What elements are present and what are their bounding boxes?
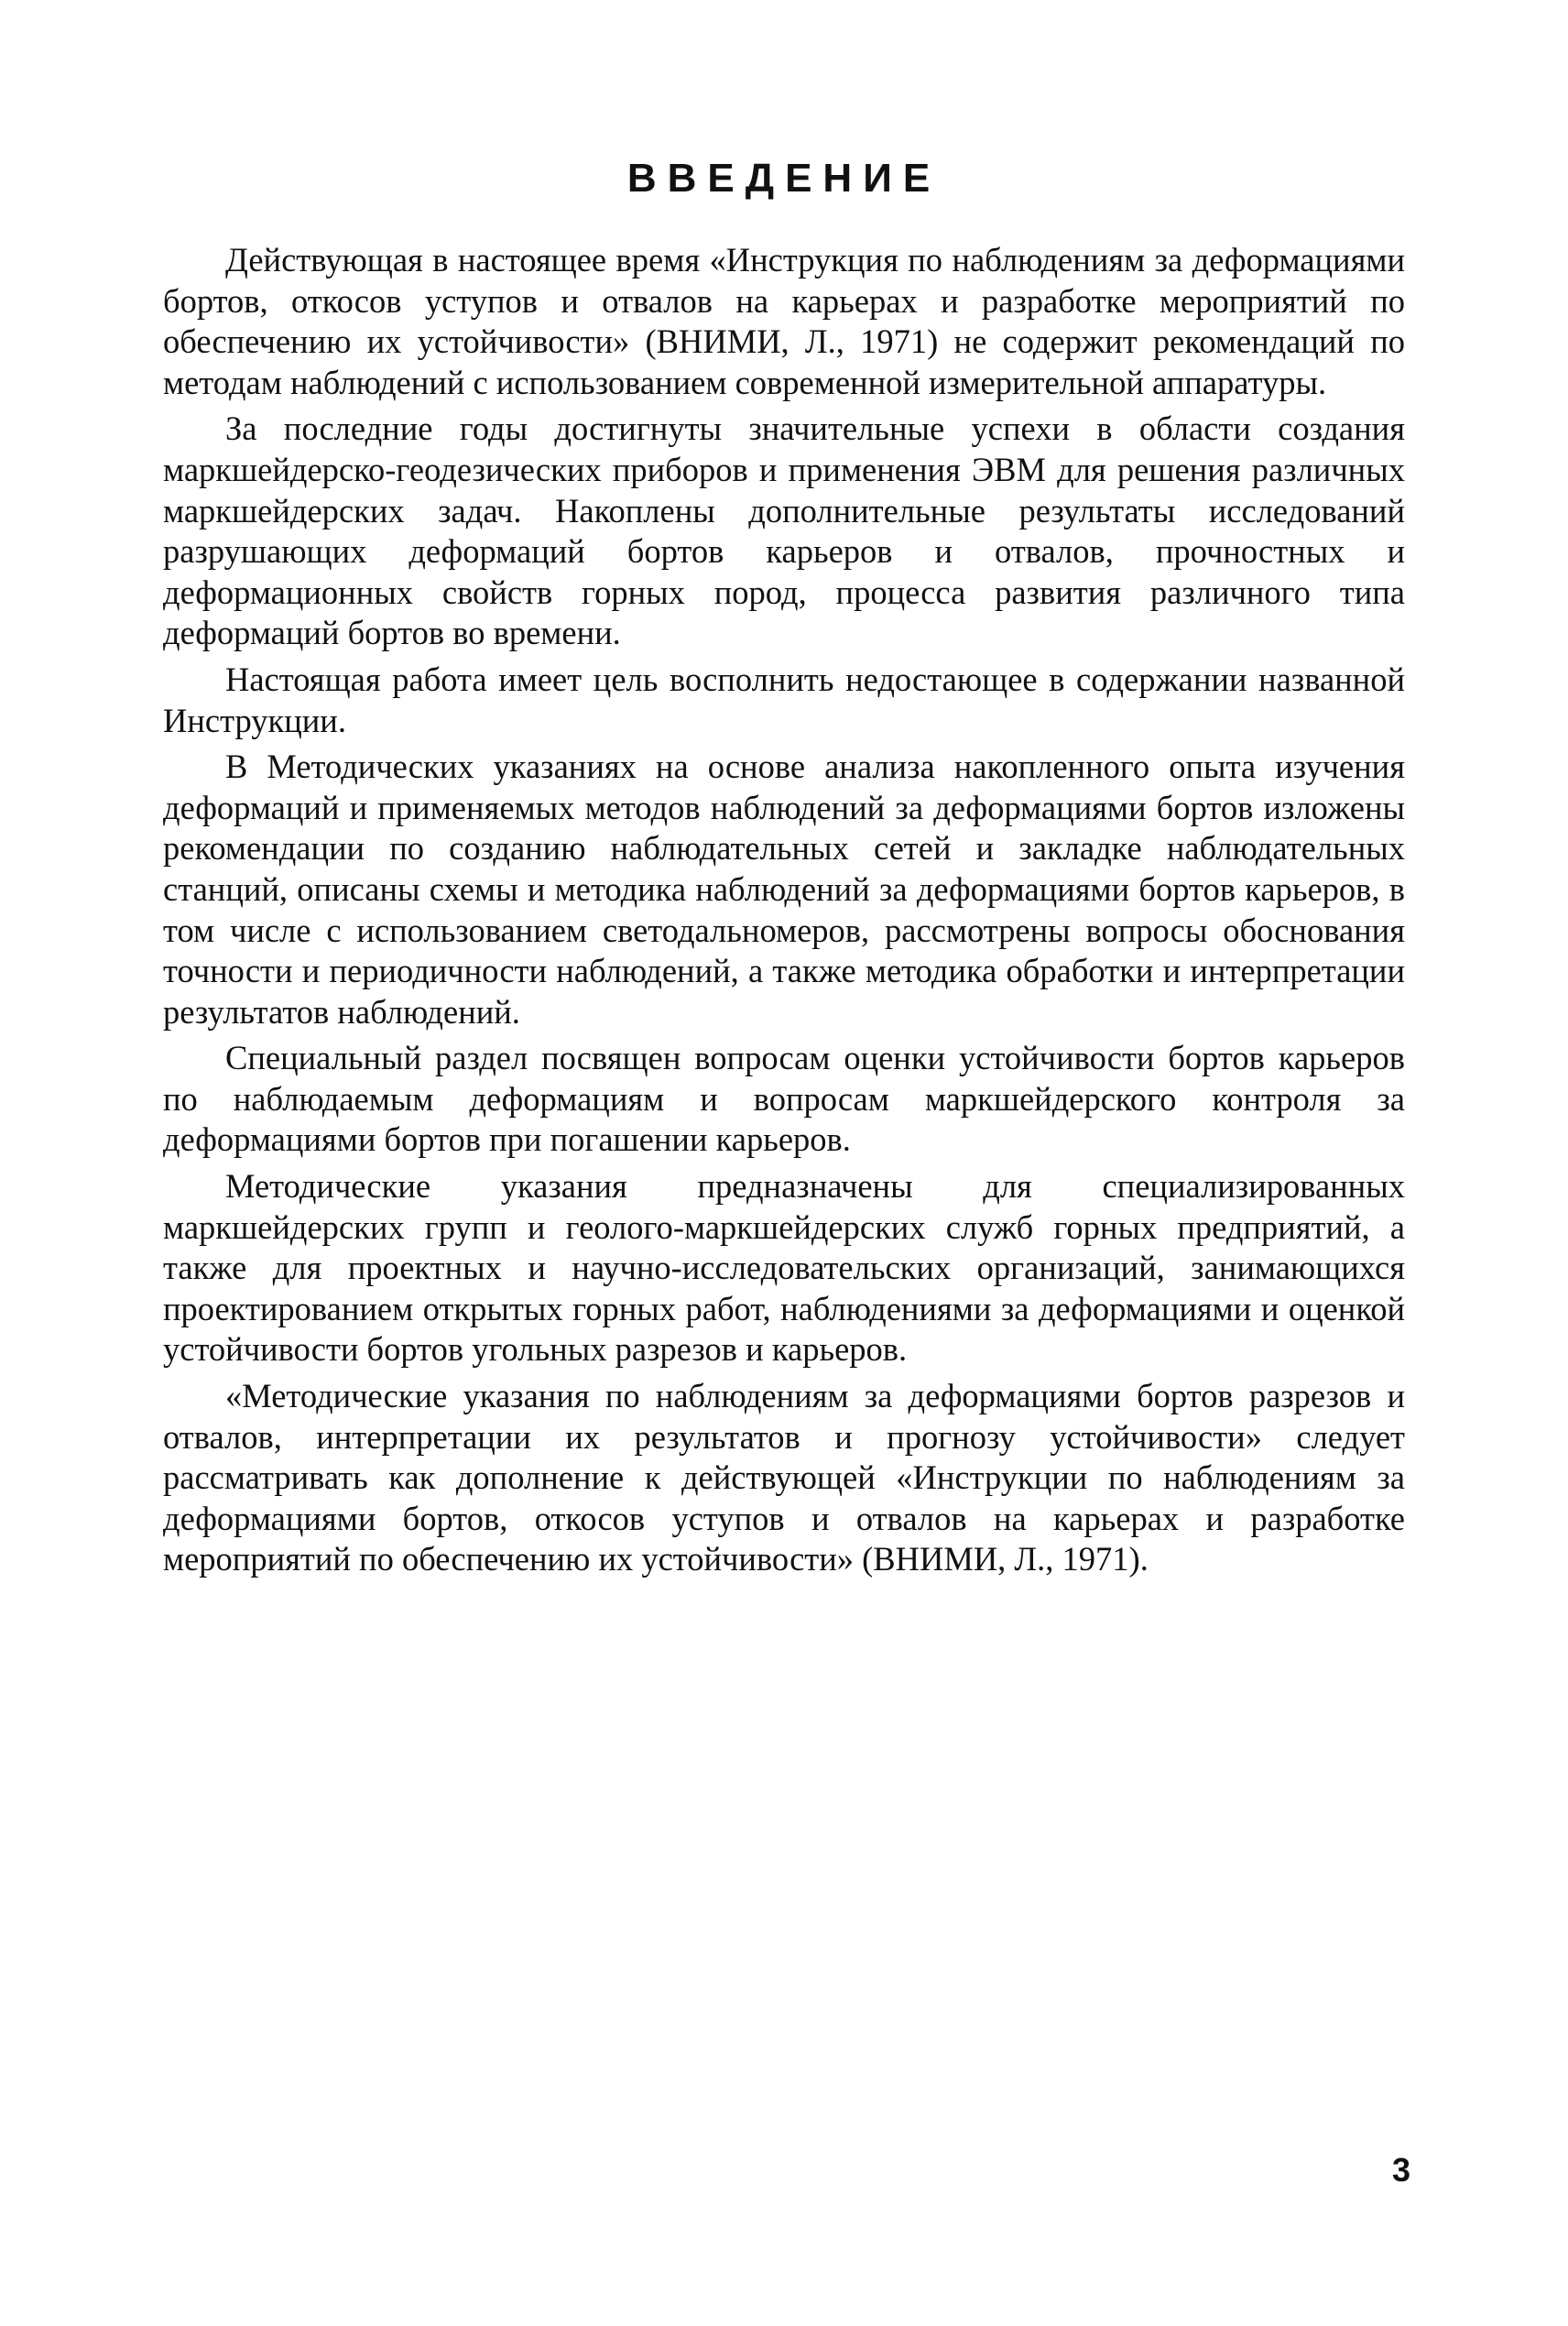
paragraph-4: В Методических указаниях на основе анализа накопленного опыта изучения деформаций и применяемых методов наблюдений за деформациями бортов изложены рекомендации по созданию наблюдательных сетей и закладке наблюдательных станций, описаны схемы и методика наблюдений за деформациями бортов карьеров, в том числе с использованием светодальномеров, рассмотрены вопросы обоснования точности и периодичности наблюдений, а также методика обработки и интерпретации результатов наблюдений. bbox=[163, 748, 1405, 1031]
paragraph-1: Действующая в настоящее время «Инструкция по наблюдениям за деформациями бортов, откосов уступов и отвалов на карьерах и разработке мероприятий по обеспечению их устойчивости» (ВНИМИ, Л., 1971) не содержит рекомендаций по методам наблюдений с использованием современной измерительной аппаратуры. bbox=[163, 241, 1405, 401]
paragraph-6: Методические указания предназначены для специализированных маркшейдерских групп и геолого-маркшейдерских служб горных предприятий, а также для проектных и научно-исследовательских организаций, занимающихся проектированием открытых горных работ, наблюдениями за деформациями и оценкой устойчивости бортов угольных разрезов и карьеров. bbox=[163, 1167, 1405, 1369]
paragraph-3: Настоящая работа имеет цель восполнить недостающее в содержании названной Инструкции. bbox=[163, 660, 1405, 739]
paragraph-7: «Методические указания по наблюдениям за деформациями бортов разрезов и отвалов, интерпретации их результатов и прогнозу устойчивости» следует рассматривать как дополнение к действующей «Инструкции по наблюдениям за деформациями бортов, откосов уступов и отвалов на карьерах и разработке мероприятий по обеспечению их устойчивости» (ВНИМИ, Л., 1971). bbox=[163, 1377, 1405, 1578]
paragraph-2: За последние годы достигнуты значительные успехи в области создания маркшейдерско-геодезических приборов и применения ЭВМ для решения различных маркшейдерских задач. Накоплены дополнительные результаты исследований разрушающих деформаций бортов карьеров и отвалов, прочностных и деформационных свойств горных пород, процесса развития различного типа деформаций бортов во времени. bbox=[163, 410, 1405, 652]
paragraph-5: Специальный раздел посвящен вопросам оценки устойчивости бортов карьеров по наблюдаемым деформациям и вопросам маркшейдерского контроля за деформациями бортов при погашении карьеров. bbox=[163, 1039, 1405, 1159]
section-heading: ВВЕДЕНИЕ bbox=[626, 156, 942, 201]
page-number: 3 bbox=[1391, 2151, 1410, 2189]
body-text bbox=[163, 240, 1405, 1586]
